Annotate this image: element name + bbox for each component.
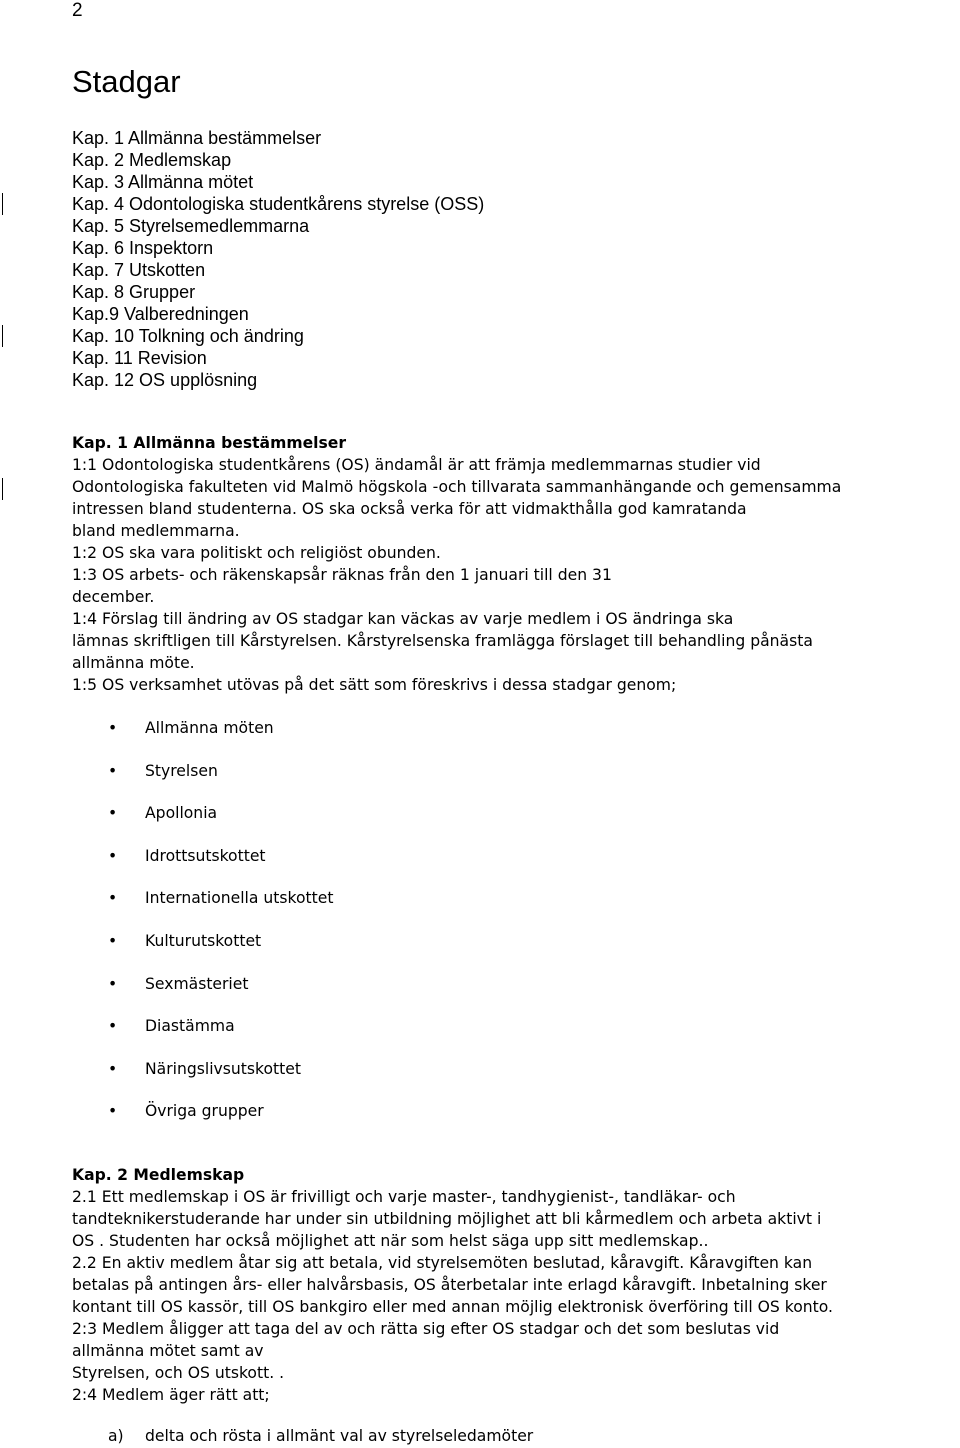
list-item [72, 887, 333, 930]
toc-item: Kap. 2 Medlemskap [72, 150, 232, 170]
toc-item: Kap. 6 Inspektorn [72, 238, 214, 258]
toc-item: Kap. 3 Allmänna mötet [72, 172, 254, 192]
paragraph-line: betalas på antingen års- eller halvårsbasis, OS återbetalar inte erlagd kåravgift. Inbetalning sker [72, 1276, 827, 1294]
bullet-icon: • [108, 846, 118, 865]
list-item-text: delta och rösta i allmänt val av styrelseledamöter [145, 1427, 534, 1445]
list-item-text: Kulturutskottet [145, 931, 262, 950]
bullet-icon: • [108, 719, 118, 737]
paragraph-line: bland medlemmarna. [72, 522, 240, 540]
paragraph-line: 1:5 OS verksamhet utövas på det sätt som föreskrivs i dessa stadgar genom; [72, 676, 677, 694]
list-item-text: Näringslivsutskottet [145, 1059, 301, 1078]
list-item [72, 845, 333, 888]
paragraph-line: tandteknikerstuderande har under sin utbildning möjlighet att bli kårmedlem och arbeta aktivt i [72, 1210, 822, 1228]
bullet-icon: • [108, 1017, 118, 1036]
paragraph-line: OS . Studenten har också möjlighet att när som helst säga upp sitt medlemskap.. [72, 1232, 709, 1250]
bullet-icon: • [108, 1102, 118, 1121]
change-bar [2, 193, 3, 215]
bullet-icon: • [108, 804, 118, 823]
bullet-list [72, 717, 333, 1143]
list-marker: a) [108, 1427, 124, 1445]
section-2 [72, 1164, 960, 1406]
toc-item: Kap. 5 Styrelsemedlemmarna [72, 216, 310, 236]
page-title: Stadgar [72, 64, 181, 99]
paragraph-line: 2:3 Medlem åligger att taga del av och rätta sig efter OS stadgar och det som beslutas vid [72, 1320, 780, 1338]
list-item [72, 930, 333, 973]
list-item-text: Internationella utskottet [145, 889, 334, 908]
list-item-text: Allmänna möten [145, 719, 274, 737]
bullet-icon: • [108, 761, 118, 780]
toc-item: Kap. 11 Revision [72, 348, 207, 368]
paragraph-line: 2.2 En aktiv medlem åtar sig att betala, vid styrelsemöten beslutad, kåravgift. Kåravgiften kan [72, 1254, 813, 1272]
list-item-text: Övriga grupper [145, 1102, 264, 1121]
toc-item: Kap. 10 Tolkning och ändring [72, 326, 304, 346]
list-item [72, 760, 333, 803]
toc-item: Kap. 1 Allmänna bestämmelser [72, 128, 322, 148]
bullet-icon: • [108, 1059, 118, 1078]
section-heading: Kap. 2 Medlemskap [72, 1166, 245, 1184]
paragraph-line: 1:2 OS ska vara politiskt och religiöst obunden. [72, 544, 441, 562]
page-number: 2 [72, 0, 83, 21]
toc-item: Kap.9 Valberedningen [72, 304, 249, 324]
toc-item: Kap. 12 OS upplösning [72, 370, 258, 390]
toc-item: Kap. 7 Utskotten [72, 260, 206, 280]
list-item [108, 1425, 533, 1447]
list-item [72, 973, 333, 1016]
bullet-icon: • [108, 931, 118, 950]
list-item [72, 1015, 333, 1058]
paragraph-line: Odontologiska fakulteten vid Malmö högskola -och tillvarata sammanhängande och gemensamma [72, 478, 842, 496]
toc-item: Kap. 4 Odontologiska studentkårens styrelse (OSS) [72, 194, 485, 214]
list-item-text: Idrottsutskottet [145, 846, 266, 865]
paragraph-line: december. [72, 588, 155, 606]
list-item [72, 802, 333, 845]
paragraph-line: allmänna möte. [72, 654, 195, 672]
paragraph-line: 1:1 Odontologiska studentkårens (OS) ändamål är att främja medlemmarnas studier vid [72, 456, 761, 474]
bullet-icon: • [108, 889, 118, 908]
list-item [72, 1100, 333, 1143]
list-item [72, 1058, 333, 1101]
section-heading: Kap. 1 Allmänna bestämmelser [72, 434, 347, 452]
list-item-text: Diastämma [145, 1017, 235, 1036]
list-item-text: Apollonia [145, 804, 218, 823]
paragraph-line: lämnas skriftligen till Kårstyrelsen. Kårstyrelsenska framlägga förslaget till behandling pånästa [72, 632, 813, 650]
paragraph-line: 2:4 Medlem äger rätt att; [72, 1386, 270, 1404]
paragraph-line: 2.1 Ett medlemskap i OS är frivilligt och varje master-, tandhygienist-, tandläkar- och [72, 1188, 736, 1206]
list-item-text: Styrelsen [145, 761, 218, 780]
bullet-icon: • [108, 974, 118, 993]
list-item-text: Sexmästeriet [145, 974, 249, 993]
toc-item: Kap. 8 Grupper [72, 282, 196, 302]
paragraph-line: intressen bland studenterna. OS ska också verka för att vidmakthålla god kamratanda [72, 500, 747, 518]
change-bar [2, 325, 3, 347]
paragraph-line: Styrelsen, och OS utskott. . [72, 1364, 285, 1382]
table-of-contents [72, 127, 484, 391]
paragraph-line: 1:4 Förslag till ändring av OS stadgar kan väckas av varje medlem i OS ändringa ska [72, 610, 734, 628]
section-1 [72, 432, 960, 696]
paragraph-line: kontant till OS kassör, till OS bankgiro eller med annan möjlig elektronisk överföring till OS konto. [72, 1298, 833, 1316]
lettered-list [108, 1425, 533, 1447]
list-item [72, 717, 333, 760]
change-bar [2, 478, 3, 500]
paragraph-line: 1:3 OS arbets- och räkenskapsår räknas från den 1 januari till den 31 [72, 566, 612, 584]
paragraph-line: allmänna mötet samt av [72, 1342, 264, 1360]
